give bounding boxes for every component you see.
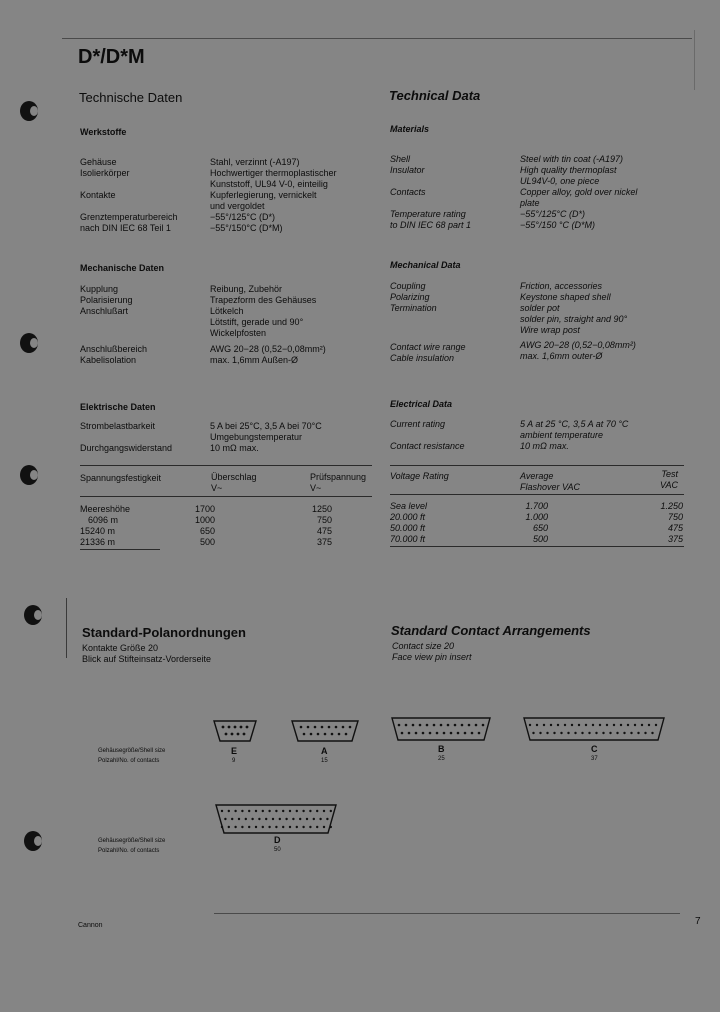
margin-rule xyxy=(694,30,695,90)
pin xyxy=(313,818,315,820)
connector-d-icon xyxy=(214,802,338,836)
connector-e-icon xyxy=(212,718,258,744)
de-materials-heading: Werkstoffe xyxy=(80,127,127,137)
pin xyxy=(302,810,304,812)
pin xyxy=(316,826,318,828)
connector-b-icon xyxy=(390,715,492,743)
pin xyxy=(599,724,601,726)
en-mechanical-heading: Mechanical Data xyxy=(390,260,461,270)
pin xyxy=(571,724,573,726)
pin xyxy=(655,724,657,726)
pin xyxy=(255,810,257,812)
pin xyxy=(536,724,538,726)
pin xyxy=(248,810,250,812)
en-mechanical-labels: Coupling Polarizing Termination xyxy=(390,281,437,313)
pin xyxy=(606,724,608,726)
pin xyxy=(595,732,597,734)
pin xyxy=(323,826,325,828)
pin xyxy=(627,724,629,726)
row2-shell-size-label: Gehäusegröße/Shell size xyxy=(98,838,166,844)
de-arrangements-sub2: Blick auf Stifteinsatz-Vorderseite xyxy=(82,654,212,664)
pin xyxy=(265,818,267,820)
pin xyxy=(238,818,240,820)
pin xyxy=(567,732,569,734)
en-materials-values: Steel with tin coat (-A197) High quality thermoplast UL94V-0, one piece Copper alloy, gold over nickel plate −55°/125°C (D*) −55°/150 °C (D*M) xyxy=(520,154,638,230)
de-voltage-col1: Spannungsfestigkeit xyxy=(80,473,162,483)
pin xyxy=(234,826,236,828)
connector-a-icon xyxy=(290,718,360,744)
pin xyxy=(553,732,555,734)
en-table-rule-top xyxy=(390,465,684,466)
pin xyxy=(550,724,552,726)
page-title: D*/D*M xyxy=(78,46,145,68)
pin xyxy=(299,818,301,820)
pin xyxy=(620,724,622,726)
binder-hole-icon xyxy=(16,462,46,493)
pin xyxy=(245,818,247,820)
table-row: Meereshöhe 1700 1250 xyxy=(80,504,332,514)
connector-e-count: 9 xyxy=(232,758,236,764)
de-title: Technische Daten xyxy=(79,90,183,105)
footer-brand: Cannon xyxy=(78,922,103,929)
de-voltage-rows xyxy=(80,504,372,548)
pin xyxy=(262,826,264,828)
row1-contact-count-label: Polzahl/No. of contacts xyxy=(98,758,160,764)
pin xyxy=(560,732,562,734)
pin xyxy=(221,810,223,812)
pin xyxy=(641,724,643,726)
pin xyxy=(279,818,281,820)
de-mechanical-labels: Kupplung Polarisierung Anschlußart xyxy=(80,284,133,316)
en-voltage-col1: Voltage Rating xyxy=(390,471,449,481)
pin xyxy=(532,732,534,734)
table-row: 20.000 ft 1.000 750 xyxy=(390,512,683,522)
pin xyxy=(272,818,274,820)
pin xyxy=(302,826,304,828)
table-row: 6096 m 1000 750 xyxy=(88,515,332,525)
top-rule xyxy=(62,38,692,39)
pin xyxy=(241,810,243,812)
de-electrical-labels: Strombelastbarkeit Durchgangswiderstand xyxy=(80,421,173,453)
connector-a-count: 15 xyxy=(321,758,328,764)
table-row: 50.000 ft 650 475 xyxy=(390,523,683,533)
pin xyxy=(574,732,576,734)
en-electrical-values: 5 A at 25 °C, 3,5 A at 70 °C ambient temperature 10 mΩ max. xyxy=(520,419,629,451)
connector-c-size: C xyxy=(591,744,598,754)
pin xyxy=(330,826,332,828)
pin xyxy=(623,732,625,734)
table-row: 15240 m 650 475 xyxy=(80,526,332,536)
en-title: Technical Data xyxy=(389,88,481,103)
pin xyxy=(255,826,257,828)
connector-e-size: E xyxy=(231,746,238,756)
footer-rule xyxy=(214,913,680,914)
de-mechanical-labels-2: Anschlußbereich Kabelisolation xyxy=(80,344,148,365)
pin xyxy=(585,724,587,726)
pin xyxy=(248,826,250,828)
de-voltage-col3: Prüfspannung V~ xyxy=(310,472,367,493)
en-arrangements-title: Standard Contact Arrangements xyxy=(391,623,591,638)
de-mechanical-values: Reibung, Zubehör Trapezform des Gehäuses Lötkelch Lötstift, gerade und 90° Wickelpfosten xyxy=(210,284,317,338)
pin xyxy=(275,826,277,828)
pin xyxy=(289,826,291,828)
connector-c-icon xyxy=(522,715,666,743)
pin xyxy=(637,732,639,734)
pin xyxy=(285,818,287,820)
de-table-rule-mid xyxy=(80,496,372,497)
de-mechanical-values-2: AWG 20−28 (0,52−0,08mm²) max. 1,6mm Außen-Ø xyxy=(210,344,326,365)
de-arrangements-title: Standard-Polanordnungen xyxy=(82,625,246,640)
binder-hole-icon xyxy=(20,602,50,633)
pin xyxy=(564,724,566,726)
en-materials-labels: Shell Insulator Contacts Temperature rating to DIN IEC 68 part 1 xyxy=(390,154,472,230)
pin xyxy=(228,826,230,828)
pin xyxy=(557,724,559,726)
de-mechanical-heading: Mechanische Daten xyxy=(80,263,165,273)
en-materials-heading: Materials xyxy=(390,124,430,134)
de-table-rule-top xyxy=(80,465,372,466)
en-mechanical-values: Friction, accessories Keystone shaped shell solder pot solder pin, straight and 90° Wire wrap post xyxy=(520,281,628,335)
de-electrical-heading: Elektrische Daten xyxy=(80,402,156,412)
pin xyxy=(613,724,615,726)
pin xyxy=(581,732,583,734)
pin xyxy=(529,724,531,726)
binder-hole-icon xyxy=(16,98,46,129)
en-table-rule-bottom xyxy=(390,546,684,547)
pin xyxy=(275,810,277,812)
table-row: 21336 m 500 375 xyxy=(80,537,332,547)
connector-d-count: 50 xyxy=(274,847,281,853)
row2-contact-count-label: Polzahl/No. of contacts xyxy=(98,848,160,854)
pin xyxy=(309,826,311,828)
page-number: 7 xyxy=(695,916,701,927)
pin xyxy=(282,826,284,828)
de-electrical-values: 5 A bei 25°C, 3,5 A bei 70°C Umgebungstemperatur 10 mΩ max. xyxy=(210,421,322,453)
de-arrangements-sub1: Kontakte Größe 20 xyxy=(82,643,159,653)
en-voltage-col2: Average Flashover VAC xyxy=(520,471,581,492)
pin xyxy=(292,818,294,820)
pin xyxy=(241,826,243,828)
margin-rule xyxy=(66,598,67,658)
pin xyxy=(262,810,264,812)
pin xyxy=(289,810,291,812)
pin xyxy=(616,732,618,734)
table-row: Sea level 1.700 1.250 xyxy=(390,501,683,511)
en-mechanical-labels-2: Contact wire range Cable insulation xyxy=(390,342,466,363)
pin xyxy=(609,732,611,734)
pin xyxy=(543,724,545,726)
pin xyxy=(282,810,284,812)
binder-hole-icon xyxy=(16,330,46,361)
de-materials-values: Stahl, verzinnt (-A197) Hochwertiger thermoplastischer Kunststoff, UL94 V-0, einteilig Kupferlegierung, vernickelt und vergoldet −55°/125°C (D*) −55°/150°C (D*M) xyxy=(210,157,337,233)
pin xyxy=(306,818,308,820)
pin xyxy=(231,818,233,820)
de-voltage-col2: Überschlag V~ xyxy=(211,472,257,493)
pin xyxy=(323,810,325,812)
pin xyxy=(634,724,636,726)
pin xyxy=(309,810,311,812)
pin xyxy=(651,732,653,734)
connector-b-size: B xyxy=(438,744,445,754)
pin xyxy=(630,732,632,734)
pin xyxy=(319,818,321,820)
en-voltage-col3: Test VAC xyxy=(659,469,678,490)
pin xyxy=(602,732,604,734)
pin xyxy=(588,732,590,734)
de-table-rule-bottom xyxy=(80,549,160,550)
en-voltage-rows xyxy=(390,501,684,545)
connector-c-count: 37 xyxy=(591,756,598,762)
pin xyxy=(234,810,236,812)
pin xyxy=(268,810,270,812)
pin xyxy=(648,724,650,726)
en-electrical-labels: Current rating Contact resistance xyxy=(390,419,465,451)
table-row: 70.000 ft 500 375 xyxy=(390,534,683,544)
pin xyxy=(326,818,328,820)
en-table-rule-mid xyxy=(390,494,684,495)
pin xyxy=(268,826,270,828)
de-materials-labels: Gehäuse Isolierkörper Kontakte Grenztemperaturbereich nach DIN IEC 68 Teil 1 xyxy=(80,157,178,233)
pin xyxy=(221,826,223,828)
en-mechanical-values-2: AWG 20−28 (0,52−0,08mm²) max. 1,6mm outer-Ø xyxy=(520,340,636,361)
pin xyxy=(251,818,253,820)
pin xyxy=(224,818,226,820)
pin xyxy=(316,810,318,812)
en-arrangements-sub2: Face view pin insert xyxy=(392,652,472,662)
en-arrangements-sub1: Contact size 20 xyxy=(392,641,455,651)
pin xyxy=(330,810,332,812)
en-electrical-heading: Electrical Data xyxy=(390,399,453,409)
pin xyxy=(578,724,580,726)
pin xyxy=(228,810,230,812)
pin xyxy=(539,732,541,734)
connector-b-count: 25 xyxy=(438,756,445,762)
pin xyxy=(296,826,298,828)
pin xyxy=(546,732,548,734)
connector-d-size: D xyxy=(274,835,281,845)
pin xyxy=(644,732,646,734)
binder-hole-icon xyxy=(20,828,50,859)
row1-shell-size-label: Gehäusegröße/Shell size xyxy=(98,748,166,754)
pin xyxy=(258,818,260,820)
pin xyxy=(296,810,298,812)
connector-a-size: A xyxy=(321,746,328,756)
pin xyxy=(592,724,594,726)
